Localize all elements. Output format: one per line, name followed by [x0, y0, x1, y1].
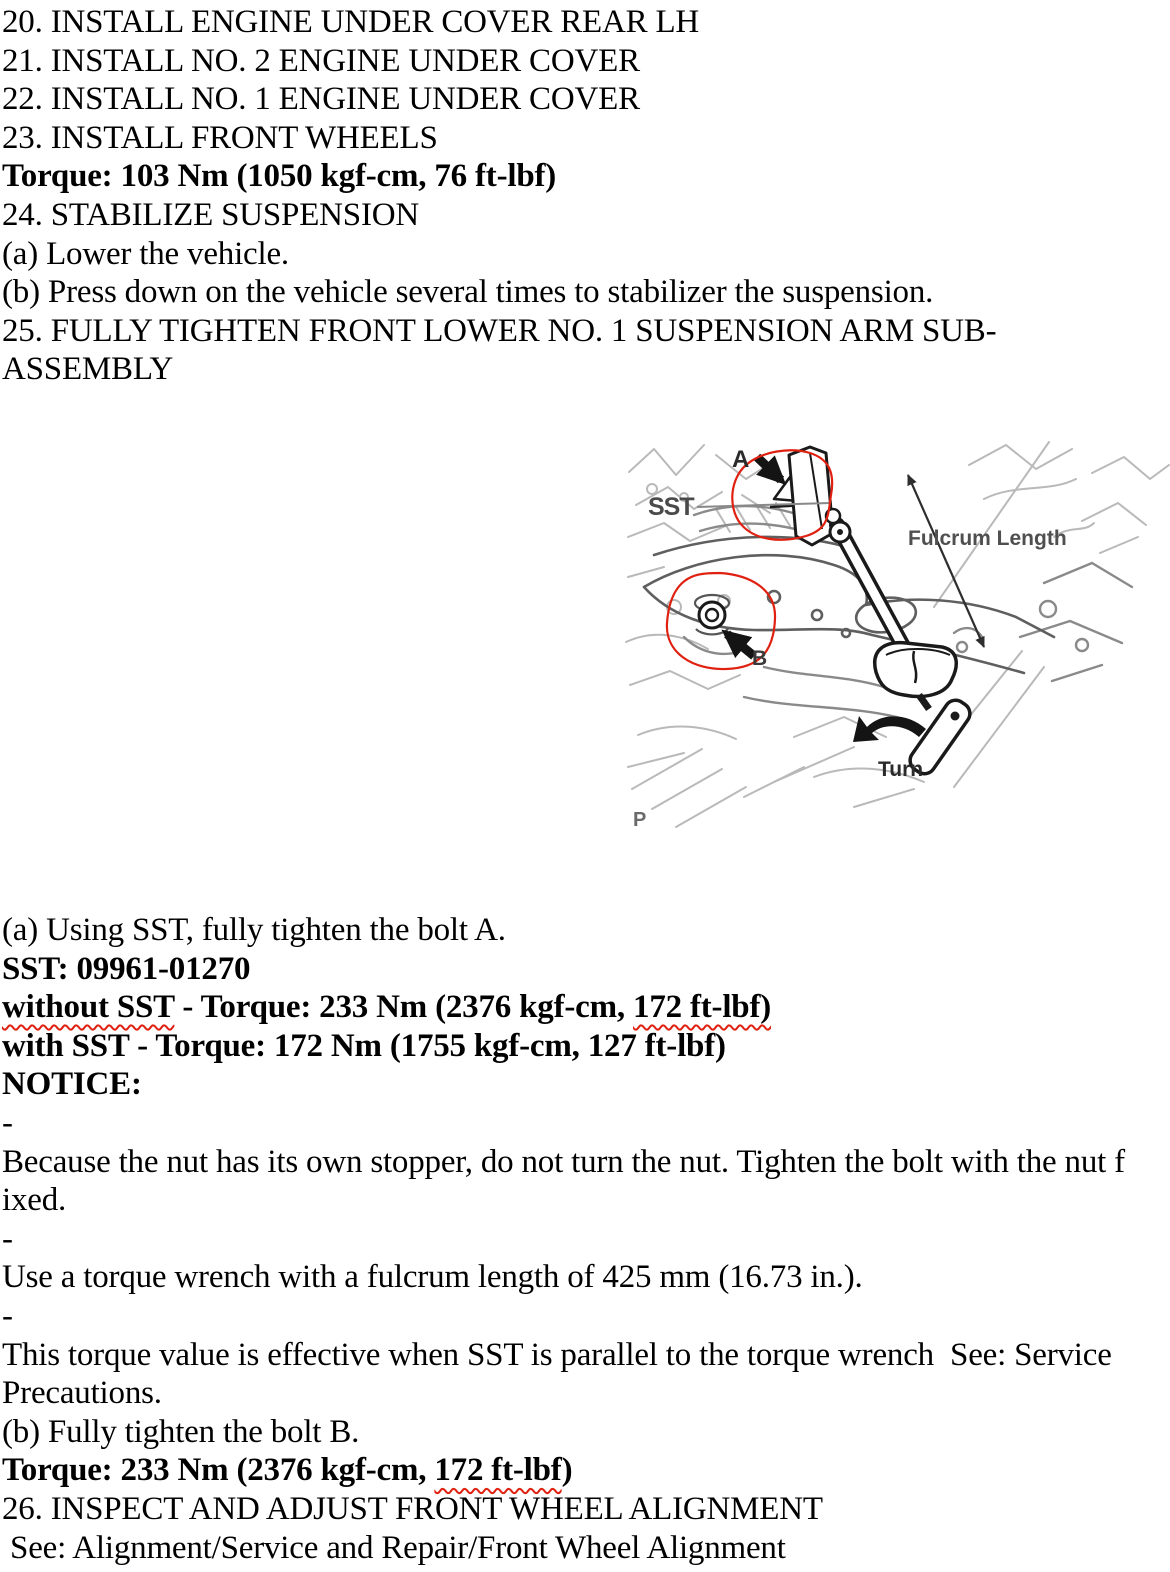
text-line — [2, 3, 996, 42]
label-bolt-a: A — [732, 446, 750, 473]
text-segment: NOTICE: — [2, 1066, 142, 1103]
text-segment: (a) Using SST, fully tighten the bolt A. — [2, 912, 506, 948]
text-line — [2, 350, 996, 389]
label-sst: SST — [648, 493, 694, 521]
text-segment: 21. INSTALL NO. 2 ENGINE UNDER COVER — [2, 42, 640, 79]
label-p-mark: P — [633, 809, 647, 831]
red-annotated-text: 172 ft-lbf — [434, 1452, 562, 1489]
text-segment: 24. STABILIZE SUSPENSION — [2, 196, 419, 233]
label-fulcrum-length: Fulcrum Length — [908, 527, 1067, 550]
text-segment: This torque value is effective when SST is parallel to the torque wrench See: Service — [2, 1336, 1112, 1373]
procedure-steps-bottom — [2, 911, 1125, 1567]
text-line — [2, 312, 996, 351]
text-segment: 23. INSTALL FRONT WHEELS — [2, 119, 438, 156]
text-segment: - — [2, 1220, 13, 1257]
text-line — [2, 1413, 1125, 1452]
text-segment: Torque: 103 Nm (1050 kgf-cm, 76 ft-lbf) — [2, 158, 557, 195]
suspension-arm-figure — [624, 437, 1170, 839]
text-segment: Precautions. — [2, 1375, 162, 1412]
text-segment: Because the nut has its own stopper, do not turn the nut. Tighten the bolt with the nut f — [2, 1143, 1125, 1180]
text-segment: ixed. — [2, 1182, 67, 1219]
text-line — [2, 1490, 1125, 1529]
text-line — [2, 1065, 1125, 1104]
red-annotated-text: without SST — [2, 989, 175, 1026]
text-line — [2, 1143, 1125, 1182]
text-segment: - — [2, 1104, 13, 1141]
suspension-arm-diagram-svg — [624, 437, 1170, 839]
text-segment: ASSEMBLY — [2, 351, 174, 388]
label-bolt-b: B — [752, 647, 768, 670]
text-line — [2, 911, 1125, 950]
text-line — [2, 273, 996, 312]
text-line — [2, 1529, 1125, 1568]
text-line — [2, 235, 996, 274]
text-segment: - Torque: 233 Nm (2376 kgf-cm, — [174, 989, 634, 1026]
text-segment: (a) Lower the vehicle. — [2, 235, 289, 272]
text-segment: - — [2, 1297, 13, 1334]
text-segment: 26. INSPECT AND ADJUST FRONT WHEEL ALIGNMENT — [2, 1490, 823, 1527]
procedure-steps-top — [2, 3, 996, 389]
text-segment: SST: 09961-01270 — [2, 950, 251, 987]
text-line — [2, 1374, 1125, 1413]
text-segment: 20. INSTALL ENGINE UNDER COVER REAR LH — [2, 4, 700, 40]
turn-arrow — [853, 716, 926, 742]
text-line — [2, 950, 1125, 989]
text-line — [2, 988, 1125, 1027]
text-segment: 25. FULLY TIGHTEN FRONT LOWER NO. 1 SUSPENSION ARM SUB- — [2, 312, 997, 349]
text-line — [2, 42, 996, 81]
text-line — [2, 1027, 1125, 1066]
label-turn: Turn — [878, 758, 924, 781]
text-line — [2, 1258, 1125, 1297]
text-line — [2, 80, 996, 119]
text-line — [2, 1220, 1125, 1259]
red-annotated-text: 172 ft-lbf) — [633, 989, 772, 1026]
text-line — [2, 119, 996, 158]
text-segment: with SST - Torque: 172 Nm (1755 kgf-cm, 127 ft-lbf) — [2, 1027, 726, 1064]
text-line — [2, 157, 996, 196]
text-line — [2, 1297, 1125, 1336]
text-line — [2, 196, 996, 235]
text-segment: 22. INSTALL NO. 1 ENGINE UNDER COVER — [2, 81, 640, 118]
fulcrum-length-dimension — [908, 475, 984, 647]
text-segment: See: Alignment/Service and Repair/Front Wheel Alignment — [2, 1529, 786, 1566]
text-segment: ) — [561, 1452, 573, 1489]
text-segment: Use a torque wrench with a fulcrum length of 425 mm (16.73 in.). — [2, 1259, 863, 1296]
text-segment: Torque: 233 Nm (2376 kgf-cm, — [2, 1452, 435, 1489]
text-line — [2, 1336, 1125, 1375]
text-line — [2, 1451, 1125, 1490]
text-segment: (b) Press down on the vehicle several times to stabilizer the suspension. — [2, 274, 934, 311]
text-segment: (b) Fully tighten the bolt B. — [2, 1413, 360, 1450]
text-line — [2, 1104, 1125, 1143]
text-line — [2, 1181, 1125, 1220]
